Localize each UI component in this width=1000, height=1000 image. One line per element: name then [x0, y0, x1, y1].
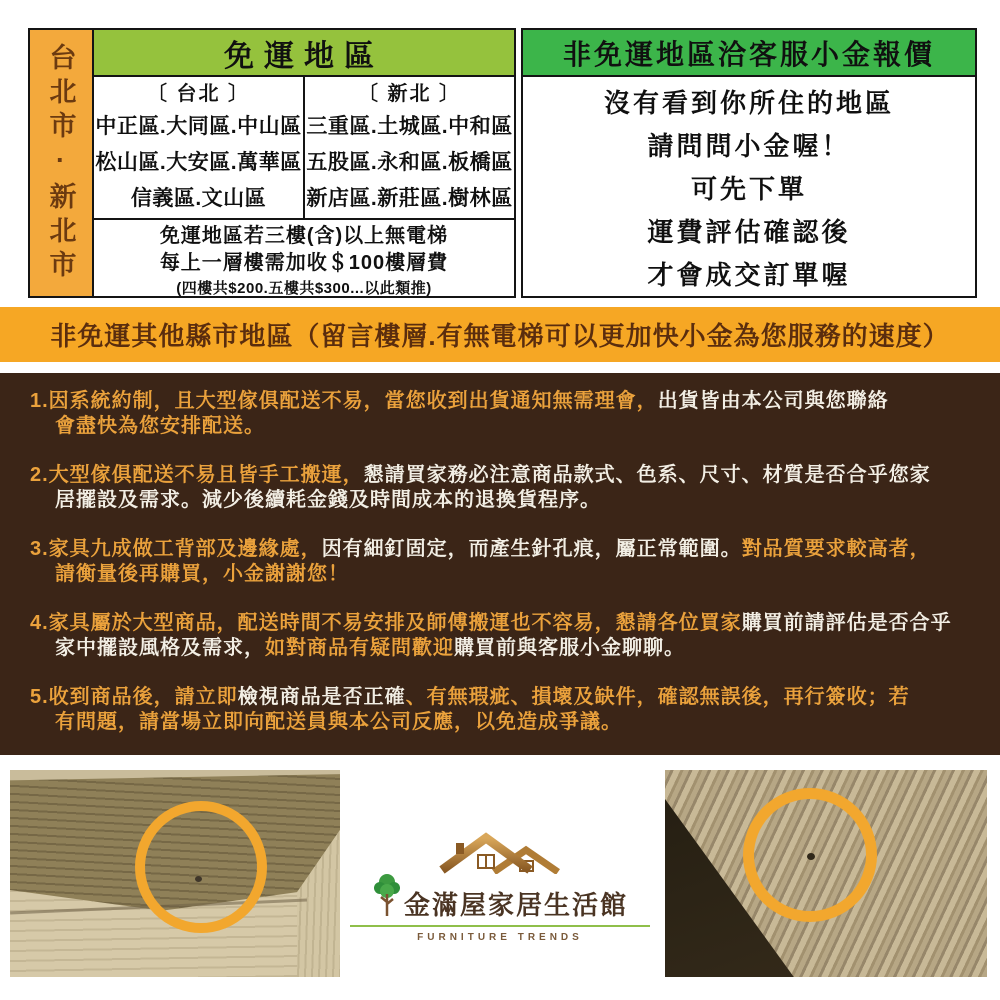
notice-text-orange: 對品質要求較高者，: [741, 538, 931, 560]
taipei-district-line: 松山區.大安區.萬華區: [95, 151, 302, 174]
taipei-district-list: [94, 109, 303, 217]
delivery-notice-item: [30, 537, 990, 587]
notice-text-orange: 2.大型傢俱配送不易且皆手工搬運，: [30, 464, 364, 486]
notice-text-orange: 5.收到商品後，請立即: [30, 686, 238, 708]
delivery-notice-list: [0, 373, 1000, 755]
highlight-circle-icon: [743, 788, 877, 922]
tree-icon: [372, 870, 402, 920]
non-free-quote-body: [523, 77, 975, 297]
store-tagline: FURNITURE TRENDS: [409, 932, 591, 943]
delivery-notice-item: [30, 463, 990, 513]
quote-line: 才會成交訂單喔: [647, 260, 851, 290]
notice-text-white: 居擺設及需求。減少後續耗金錢及時間成本的退換貨程序。: [55, 489, 601, 511]
delivery-notice-line: [30, 389, 990, 414]
delivery-notice-line: [30, 685, 990, 710]
delivery-notice-item: [30, 389, 990, 439]
region-sidebar-label: 台北市·新北市: [45, 42, 76, 284]
delivery-notice-line: [30, 488, 990, 513]
quote-line: 沒有看到你所住的地區: [603, 88, 894, 118]
notice-text-orange: 3.家具九成做工背部及邊緣處，: [30, 538, 322, 560]
new-taipei-district-list: [305, 109, 514, 217]
new-taipei-column-title: 〔 新北 〕: [357, 83, 462, 105]
taipei-district-line: 中正區.大同區.中山區: [95, 115, 302, 138]
notice-text-white: 懇請買家務必注意商品款式、色系、尺寸、材質是否合乎您家: [363, 464, 931, 486]
new-taipei-district-line: 五股區.永和區.板橋區: [306, 151, 513, 174]
delivery-notice-line: [30, 611, 990, 636]
nail-hole-photo-left: [10, 770, 340, 977]
notice-text-orange: 4.家具屬於大型商品，配送時間不易安排及師傅搬運也不容易，懇請各位買家: [30, 612, 742, 634]
delivery-notice-line: [30, 562, 990, 587]
free-shipping-table: [92, 28, 516, 298]
other-regions-banner-text: 非免運其他縣市地區（留言樓層.有無電梯可以更加快小金為您服務的速度）: [50, 321, 950, 351]
notice-text-white: 出貨皆由本公司與您聯絡: [657, 390, 889, 412]
notice-text-white: 購買前與客服小金聊聊。: [454, 637, 685, 659]
notice-text-orange: 有問題，請當場立即向配送員與本公司反應，以免造成爭議。: [55, 711, 622, 733]
notice-text-white: 因有細釘固定，而產生針孔痕，屬正常範圍。: [321, 538, 742, 560]
delivery-notice-line: [30, 636, 990, 661]
highlight-circle-icon: [135, 801, 267, 933]
quote-line: 可先下單: [690, 174, 807, 204]
floor-fee-note-line1: 免運地區若三樓(含)以上無電梯: [159, 225, 449, 247]
new-taipei-district-line: 三重區.土城區.中和區: [306, 115, 513, 138]
taipei-column-title: 〔 台北 〕: [146, 83, 251, 105]
non-free-quote-box: [521, 28, 977, 298]
delivery-notice-line: [30, 710, 990, 735]
floor-fee-note: [94, 220, 514, 300]
logo-brand-row: [350, 870, 650, 920]
notice-text-orange: 、有無瑕疵、損壞及缺件，確認無誤後，再行簽收；若: [405, 686, 910, 708]
store-logo: [350, 830, 650, 945]
notice-text-white: 家中擺設風格及需求，: [55, 637, 265, 659]
notice-text-orange: 請衡量後再購買，小金謝謝您！: [55, 563, 349, 585]
notice-text-white: 購買前請評估是否合乎: [741, 612, 952, 634]
new-taipei-district-line: 新店區.新莊區.樹林區: [306, 187, 513, 210]
notice-text-orange: 如對商品有疑問歡迎: [265, 637, 454, 659]
notice-text-white: 檢視商品是否正確: [237, 686, 406, 708]
delivery-notice-item: [30, 685, 990, 735]
quote-line: 運費評估確認後: [647, 217, 851, 247]
delivery-notice-line: [30, 537, 990, 562]
other-regions-banner: [0, 307, 1000, 362]
nail-hole-photo-right: [665, 770, 987, 977]
floor-fee-note-line2: 每上一層樓需加收＄100樓層費: [159, 252, 449, 274]
notice-text-orange: 1.因系統約制，且大型傢俱配送不易，當您收到出貨通知無需理會，: [30, 390, 658, 412]
non-free-quote-header: 非免運地區洽客服小金報價: [523, 30, 975, 77]
logo-divider-line: [350, 925, 650, 927]
region-sidebar: [28, 28, 94, 298]
quote-line: 請問問小金喔！: [647, 131, 851, 161]
taipei-column: [94, 77, 305, 218]
notice-text-orange: 會盡快為您安排配送。: [55, 415, 265, 437]
floor-fee-note-line3: (四樓共$200.五樓共$300...以此類推): [176, 280, 432, 297]
new-taipei-column: [305, 77, 514, 218]
taipei-district-line: 信義區.文山區: [130, 187, 267, 210]
house-roof-icon: [436, 830, 564, 874]
delivery-notice-line: [30, 463, 990, 488]
district-columns: [94, 77, 514, 220]
delivery-notice-item: [30, 611, 990, 661]
free-shipping-header: 免運地區: [94, 30, 514, 77]
store-brand-name: 金滿屋家居生活館: [403, 890, 628, 920]
delivery-notice-line: [30, 414, 990, 439]
